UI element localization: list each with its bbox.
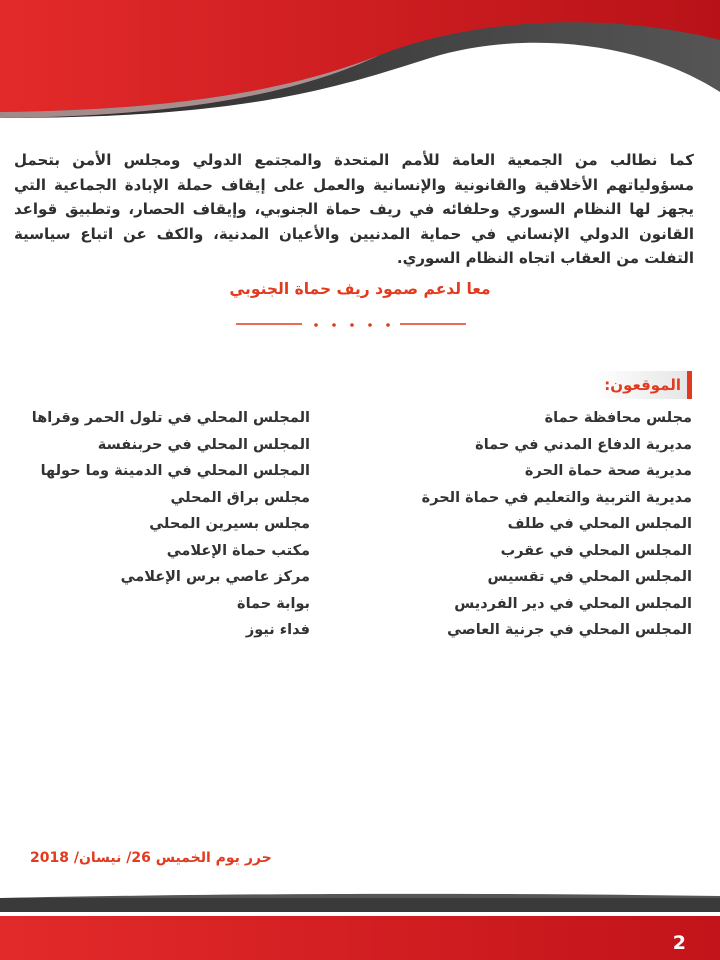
list-item: مجلس بسيرين المحلي [149, 516, 310, 532]
list-item: مكتب حماة الإعلامي [166, 542, 310, 559]
list-item: المجلس المحلي في عقرب [500, 542, 692, 559]
list-item: مديرية صحة حماة الحرة [524, 463, 692, 479]
list-item: المجلس المحلي في دير الفرديس [454, 595, 692, 612]
decorative-divider [236, 316, 466, 332]
signers-heading-label: الموقعون: [604, 376, 681, 394]
list-item: المجلس المحلي في جرنية العاصي [447, 622, 692, 638]
issue-date: حرر يوم الخميس 26/ نيسان/ 2018 [30, 850, 272, 866]
list-item: مركز عاصي برس الإعلامي [120, 569, 310, 585]
list-item: مديرية التربية والتعليم في حماة الحرة [421, 489, 692, 506]
list-item: المجلس المحلي في تقسيس [487, 569, 692, 585]
list-item: مديرية الدفاع المدني في حماة [475, 436, 692, 453]
body-paragraph: كما نطالب من الجمعية العامة للأمم المتحدة والمجتمع الدولي ومجلس الأمن بتحمل مسؤولياتهم الأخلاقية والقانونية والإنسانية والعمل على إيقاف حملة الإبادة الجماعية التي يجهز لها النظام السوري وحلفائه في ريف حماة الجنوبي، وإيقاف الحصار، وتطبيق قواعد القانون الدولي الإنساني في حماية المدنيين والأعيان المدنية، والكف عن اتباع سياسية التفلت من العقاب اتجاه النظام السوري. [14, 151, 694, 267]
list-item: المجلس المحلي في طلف [507, 516, 692, 532]
list-item: فداء نيوز [245, 622, 310, 638]
list-item: المجلس المحلي في حربنفسة [97, 436, 310, 453]
signers-heading [594, 371, 692, 399]
list-item: مجلس محافظة حماة [544, 410, 692, 426]
list-item: بوابة حماة [237, 595, 310, 612]
signers-list-left [10, 405, 310, 644]
signers-list-right [392, 405, 692, 644]
slogan: معا لدعم صمود ريف حماة الجنوبي [229, 280, 491, 298]
header-banner [0, 0, 720, 125]
list-item: المجلس المحلي في تلول الحمر وقراها [31, 410, 310, 426]
page-number: 2 [672, 932, 686, 954]
footer-banner [0, 890, 720, 960]
list-item: المجلس المحلي في الدمينة وما حولها [40, 463, 310, 479]
list-item: مجلس براق المحلي [170, 489, 310, 506]
